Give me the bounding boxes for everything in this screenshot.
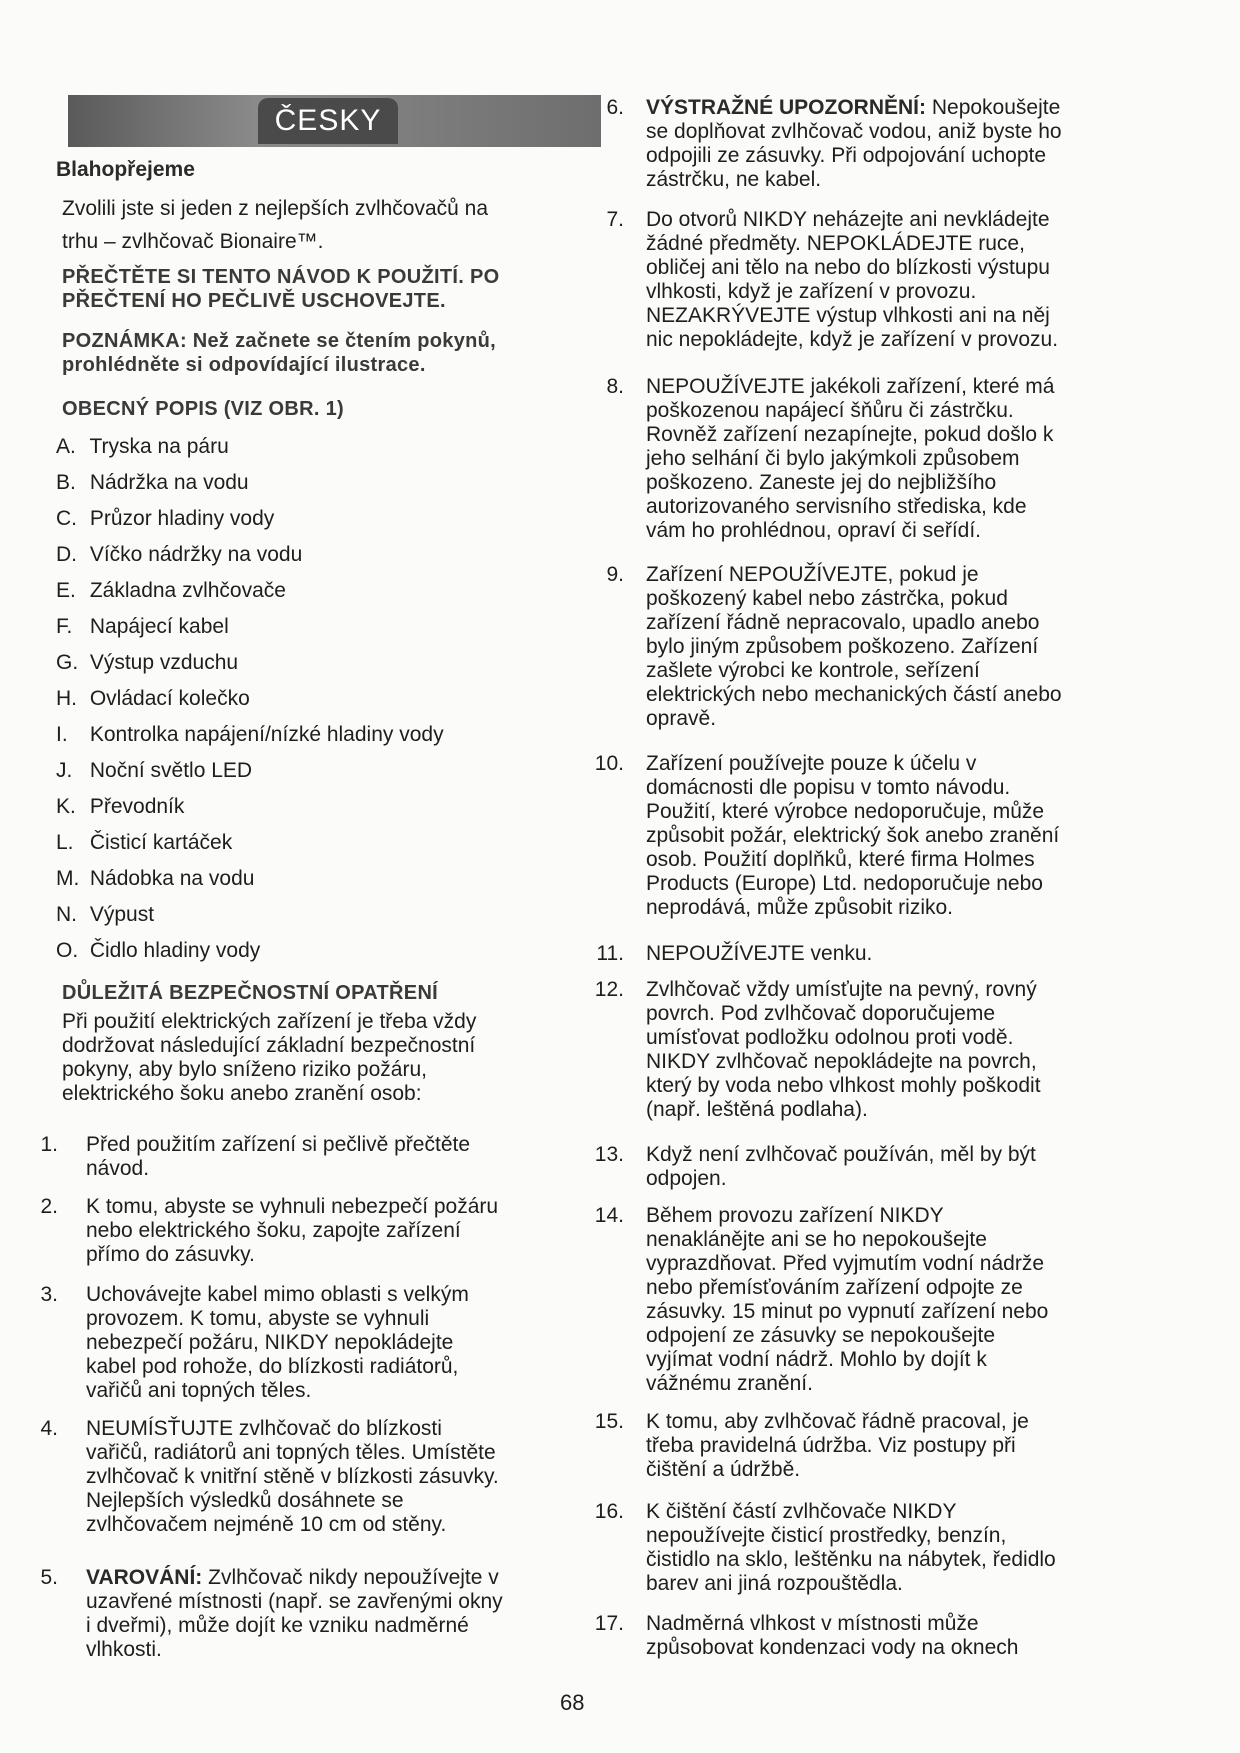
note-line-1: POZNÁMKA: Než začnete se čtením pokynů, (62, 330, 497, 352)
intro-line-2: trhu – zvlhčovač Bionaire™. (62, 230, 324, 253)
part-item: I. Kontrolka napájení/nízké hladiny vody (56, 723, 444, 746)
part-item: C. Průzor hladiny vody (56, 507, 275, 530)
language-title: ČESKY (258, 98, 398, 144)
part-item: M. Nádobka na vodu (56, 867, 255, 890)
part-item: E. Základna zvlhčovače (56, 579, 286, 602)
part-item: B. Nádržka na vodu (56, 471, 249, 494)
part-item: J. Noční světlo LED (56, 759, 253, 782)
manual-page: ČESKY Blahopřejeme Zvolili jste si jeden z nejlepších zvlhčovačů na trhu – zvlhčovač Bionaire™. PŘEČTĚTE SI TENTO NÁVOD K POUŽITÍ. PO PŘEČTENÍ HO PEČLIVĚ USCHOVEJTE. POZNÁMKA: Než začnete se čtením pokynů, prohlédněte si odpovídající ilustrace. OBECNÝ POPIS (VIZ OBR. 1) A. Tryska na páru B. Nádržka na vodu C. Průzor hladiny vody D. Víčko nádržky na vodu E. Základna zvlhčovače F. Napájecí kabel G. Výstup vzduchu H. Ovládací kolečko I. Kontrolka napájení/nízké hladiny vody J. Noční světlo LED K. Převodník L. Čisticí kartáček M. Nádobka na vodu N. Výpust O. Čidlo hladiny vody DŮLEŽITÁ BEZPEČNOSTNÍ OPATŘENÍ Při použití elektrických zařízení je třeba vždy dodržovat následující základní bezpečnostní pokyny, aby bylo sníženo riziko požáru, elektrického šoku anebo zranění osob: 1. Před použitím zařízení si pečlivě přečtěte návod. 2. K tomu, abyste se vyhnuli nebezpečí požáru nebo elektrického šoku, zapojte zařízení přímo do zásuvky. 3. Uchovávejte kabel mimo oblasti s velkým provozem. K tomu, abyste se vyhnuli nebezpečí požáru, NIKDY nepokládejte kabel pod rohože, do blízkosti radiátorů, vařičů ani topných těles. 4. NEUMÍSŤUJTE zvlhčovač do blízkosti vařičů, radiátorů ani topných těles. Umístěte zvlhčovač k vnitřní stěně v blízkosti zásuvky. Nejlepších výsledků dosáhnete se zvlhčovačem nejméně 10 cm od stěny. 5. VAROVÁNÍ: Zvlhčovač nikdy nepoužívejte v uzavřené místnosti (např. se zavřenými okny i dveřmi), může dojít ke vzniku nadměrné vlhkosti. 6. VÝSTRAŽNÉ UPOZORNĚNÍ: Nepokoušejte se doplňovat zvlhčovač vodou, aniž byste ho odpojili ze zásuvky. Při odpojování uchopte zástrčku, ne kabel. 7. Do otvorů NIKDY neházejte ani nevkládejte žádné předměty. NEPOKLÁDEJTE ruce, obličej ani tělo na nebo do blízkosti výstupu vlhkosti, když je zařízení v provozu. NEZAKRÝVEJTE výstup vlhkosti ani na něj nic nepokládejte, když je zařízení v provozu. 8. NEPOUŽÍVEJTE jakékoli zařízení, které má poškozenou napájecí šňůru či zástrčku. Rovněž zařízení nezapínejte, pokud došlo k jeho selhání či bylo jakýmkoli způsobem poškozeno. Zaneste jej do nejbližšího autorizovaného servisního střediska, kde vám ho prohlédnou, opraví či seřídí. 9. Zařízení NEPOUŽÍVEJTE, pokud je poškozený kabel nebo zástrčka, pokud zařízení řádně nepracovalo, upadlo anebo bylo jiným způsobem poškozeno. Zařízení zašlete výrobci ke kontrole, seřízení elektrických nebo mechanických částí anebo opravě. 10. Zařízení používejte pouze k účelu v domácnosti dle popisu v tomto návodu. Použití, které výrobce nedoporučuje, může způsobit požár, elektrický šok anebo zranění osob. Použití doplňků, které firma Holmes Products (Europe) Ltd. nedoporučuje nebo neprodává, může způsobit riziko. 11. NEPOUŽÍVEJTE venku. 12. Zvlhčovač vždy umísťujte na pevný, rovný povrch. Pod zvlhčovač doporučujeme umísťovat podložku odolnou proti vodě. NIKDY zvlhčovač nepokládejte na povrch, který by voda nebo vlhkost mohly poškodit (např. leštěná podlaha). 13. Když není zvlhčovač používán, měl by být odpojen. 14. Během provozu zařízení NIKDY nenaklánějte ani se ho nepokoušejte vyprazdňovat. Před vyjmutím vodní nádrže nebo přemísťováním zařízení odpojte ze zásuvky. 15 minut po vypnutí zařízení nebo odpojení ze zásuvky se nepokoušejte vyjímat vodní nádrž. Mohlo by dojít k vážnému zranění. 15. K tomu, aby zvlhčovač řádně pracoval, je třeba pravidelná údržba. Viz postupy při čištění a údržbě. 16. K čištění částí zvlhčovače NIKDY nepoužívejte čisticí prostředky, benzín, čistidlo na sklo, leštěnku na nábytek, ředidlo barev ani jiná rozpouštědla. 17. Nadměrná vlhkost v místnosti může způsobovat kondenzaci vody na oknech 68 (40, 96, 1062, 1715)
part-item: O. Čidlo hladiny vody (56, 939, 261, 962)
part-item: F. Napájecí kabel (56, 615, 229, 638)
part-item: K. Převodník (56, 795, 185, 818)
caution-keyword: VÝSTRAŽNÉ UPOZORNĚNÍ: (646, 96, 927, 119)
intro-greeting: Blahopřejeme (56, 158, 195, 181)
part-item: H. Ovládací kolečko (56, 687, 250, 710)
part-item: G. Výstup vzduchu (56, 651, 239, 674)
part-item: L. Čisticí kartáček (56, 831, 233, 854)
safety-title: DŮLEŽITÁ BEZPEČNOSTNÍ OPATŘENÍ (62, 982, 439, 1004)
description-title: OBECNÝ POPIS (VIZ OBR. 1) (62, 398, 344, 420)
note-line-2: prohlédněte si odpovídající ilustrace. (62, 354, 426, 376)
part-item: N. Výpust (56, 903, 155, 926)
part-item: A. Tryska na páru (56, 435, 229, 458)
safety-intro: Při použití elektrických zařízení je třeba vždy dodržovat následující základní bezpečnostní pokyny, aby bylo sníženo riziko požáru, elektrického šoku anebo zranění osob: (62, 1010, 477, 1105)
warning-keyword: VAROVÁNÍ: (86, 1566, 203, 1589)
read-instruction-1: PŘEČTĚTE SI TENTO NÁVOD K POUŽITÍ. PO (62, 266, 500, 288)
part-item: D. Víčko nádržky na vodu (56, 543, 303, 566)
intro-line-1: Zvolili jste si jeden z nejlepších zvlhčovačů na (62, 197, 489, 220)
read-instruction-2: PŘEČTENÍ HO PEČLIVĚ USCHOVEJTE. (62, 290, 446, 312)
page-number: 68 (560, 1690, 585, 1715)
